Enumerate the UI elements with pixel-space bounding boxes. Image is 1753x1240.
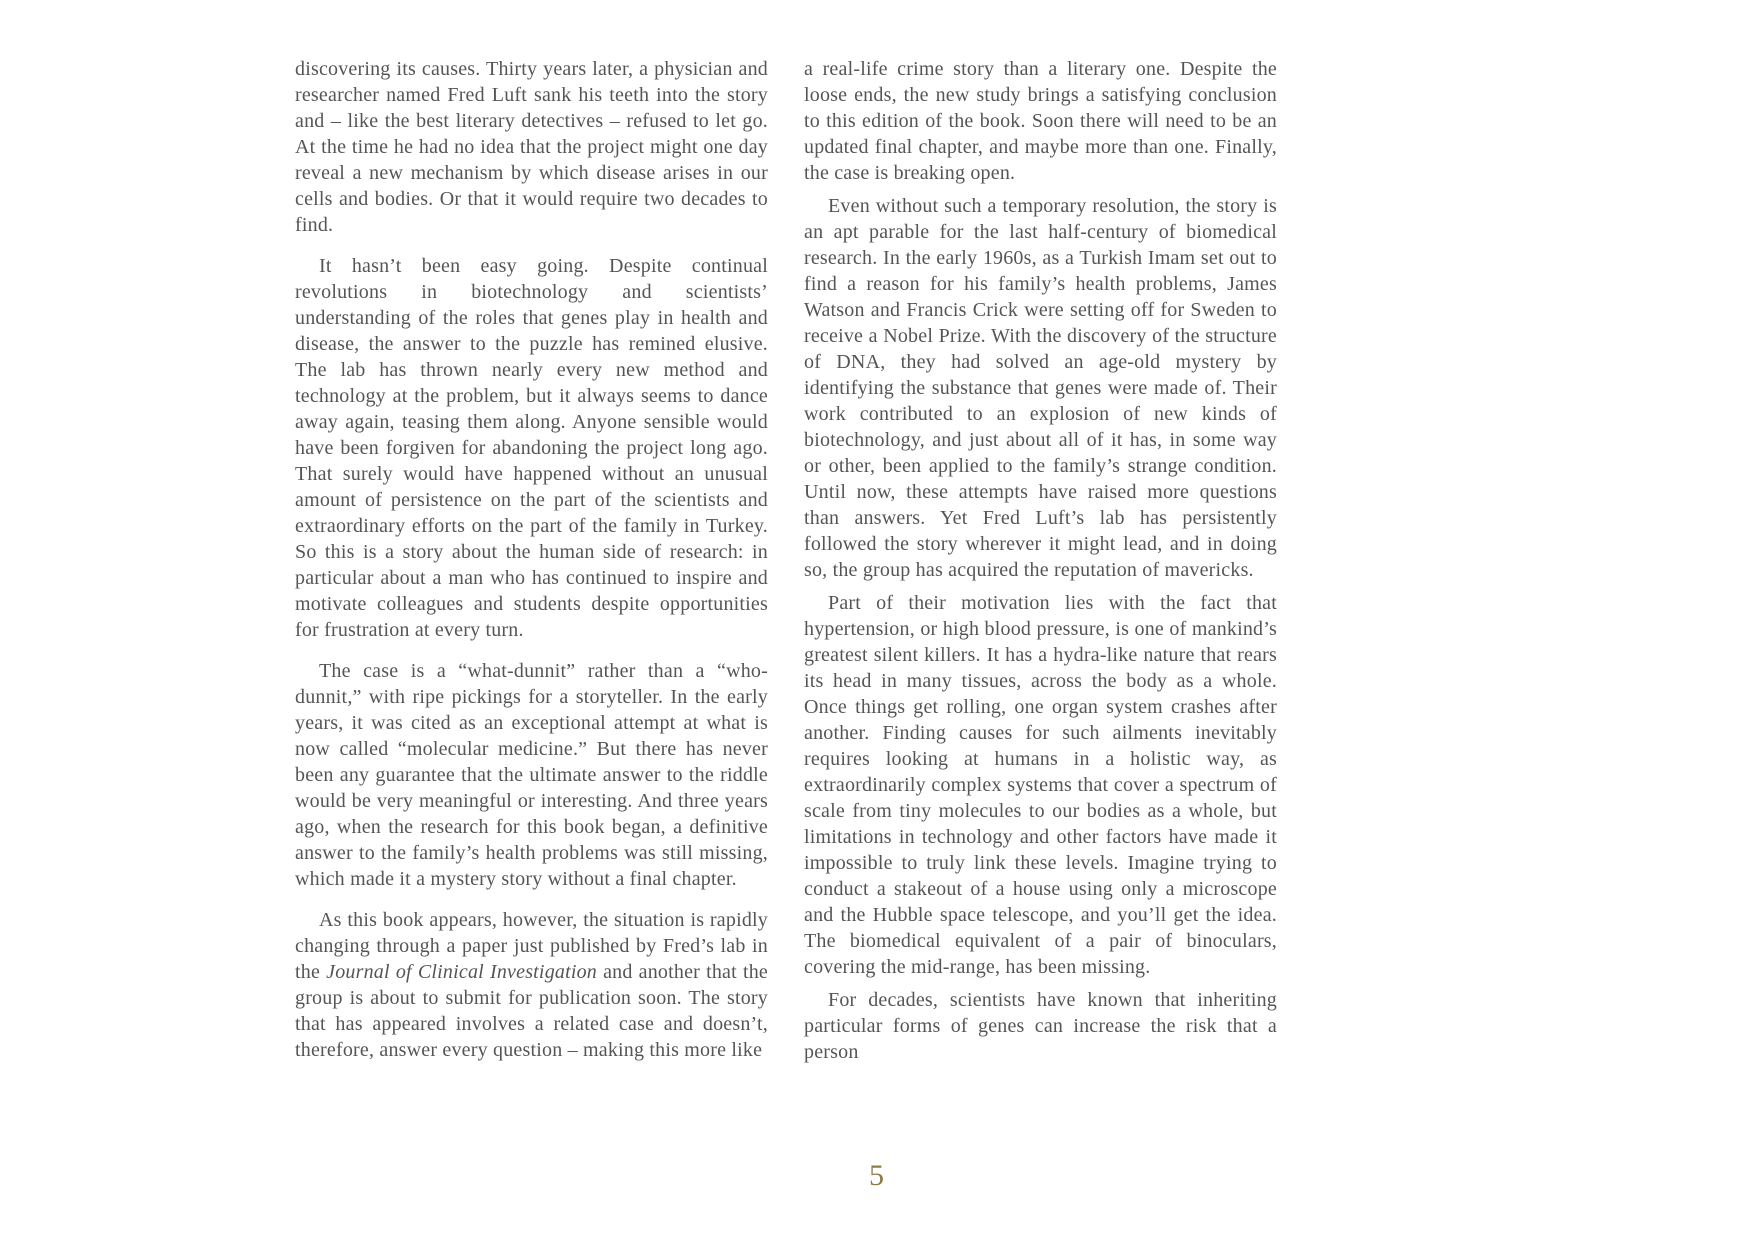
paragraph: [804, 590, 1277, 980]
text-segment: and another that the group is about to submit for publication soon. The story that has appeared involves a related case and doesn’t, therefore, answer every question – making this more like: [295, 961, 769, 1061]
journal-title-italic: Journal of Clinical Investigation: [326, 961, 598, 983]
paragraph: [295, 253, 768, 643]
text-segment: Part of their motivation lies with the fact that hypertension, or high blood pressure, is one of mankind’s greatest silent killers. It has a hydra-like nature that rears its head in many tissues, across the body as a whole. Once things get rolling, one organ system crashes after another. Finding causes for such ailments inevitably requires looking at humans in a holistic way, as extraordinarily complex systems that cover a spectrum of scale from tiny molecules to our bodies as a whole, but limitations in technology and other factors have made it impossible to truly link these levels. Imagine trying to conduct a stakeout of a house using only a microscope and the Hubble space telescope, and you’ll get the idea. The biomedical equivalent of a pair of binoculars, covering the mid-range, has been missing.: [804, 592, 1277, 978]
text-segment: It hasn’t been easy going. Despite continual revolutions in biotechnology and scientists’ understanding of the roles that genes play in health and disease, the answer to the puzzle has remined elusive. The lab has thrown nearly every new method and technology at the problem, but it always seems to dance away again, teasing them along. Anyone sensible would have been forgiven for abandoning the project long ago. That surely would have happened without an unusual amount of persistence on the part of the scientists and extraordinary efforts on the part of the family in Turkey. So this is a story about the human side of research: in particular about a man who has continued to inspire and motivate colleagues and students despite opportunities for frustration at every turn.: [295, 255, 768, 641]
paragraph: [804, 987, 1277, 1065]
text-segment: Even without such a temporary resolution, the story is an apt parable for the last half-century of biomedical research. In the early 1960s, as a Turkish Imam set out to find a reason for his family’s health problems, James Watson and Francis Crick were setting off for Sweden to receive a Nobel Prize. With the discovery of the structure of DNA, they had solved an age-old mystery by identifying the substance that genes were made of. Their work contributed to an explosion of new kinds of biotechnology, and just about all of it has, in some way or other, been applied to the family’s strange condition. Until now, these attempts have raised more questions than answers. Yet Fred Luft’s lab has persistently followed the story wherever it might lead, and in doing so, the group has acquired the reputation of mavericks.: [804, 195, 1277, 581]
text-segment: For decades, scientists have known that inheriting particular forms of genes can increase the risk that a person: [804, 989, 1277, 1063]
paragraph: [295, 658, 768, 892]
text-column-right: [804, 56, 1277, 1065]
paragraph: [295, 907, 768, 1063]
paragraph: [295, 56, 768, 238]
page-number: 5: [869, 1159, 884, 1192]
text-columns: [295, 56, 1277, 1065]
text-segment: a real-life crime story than a literary one. Despite the loose ends, the new study brings a satisfying conclusion to this edition of the book. Soon there will need to be an updated final chapter, and maybe more than one. Finally, the case is breaking open.: [804, 58, 1277, 184]
text-segment: As this book appears, however, the situation is rapidly changing through a paper just published by Fred’s lab in the: [295, 909, 768, 983]
text-column-left: [295, 56, 768, 1065]
text-segment: discovering its causes. Thirty years later, a physician and researcher named Fred Luft sank his teeth into the story and – like the best literary detectives – refused to let go. At the time he had no idea that the project might one day reveal a new mechanism by which disease arises in our cells and bodies. Or that it would require two decades to find.: [295, 58, 768, 236]
paragraph: [804, 193, 1277, 583]
paragraph: [804, 56, 1277, 186]
text-segment: The case is a “what-dunnit” rather than a “who-dunnit,” with ripe pickings for a storyteller. In the early years, it was cited as an exceptional attempt at what is now called “molecular medicine.” But there has never been any guarantee that the ultimate answer to the riddle would be very meaningful or interesting. And three years ago, when the research for this book began, a definitive answer to the family’s health problems was still missing, which made it a mystery story without a final chapter.: [295, 660, 768, 890]
